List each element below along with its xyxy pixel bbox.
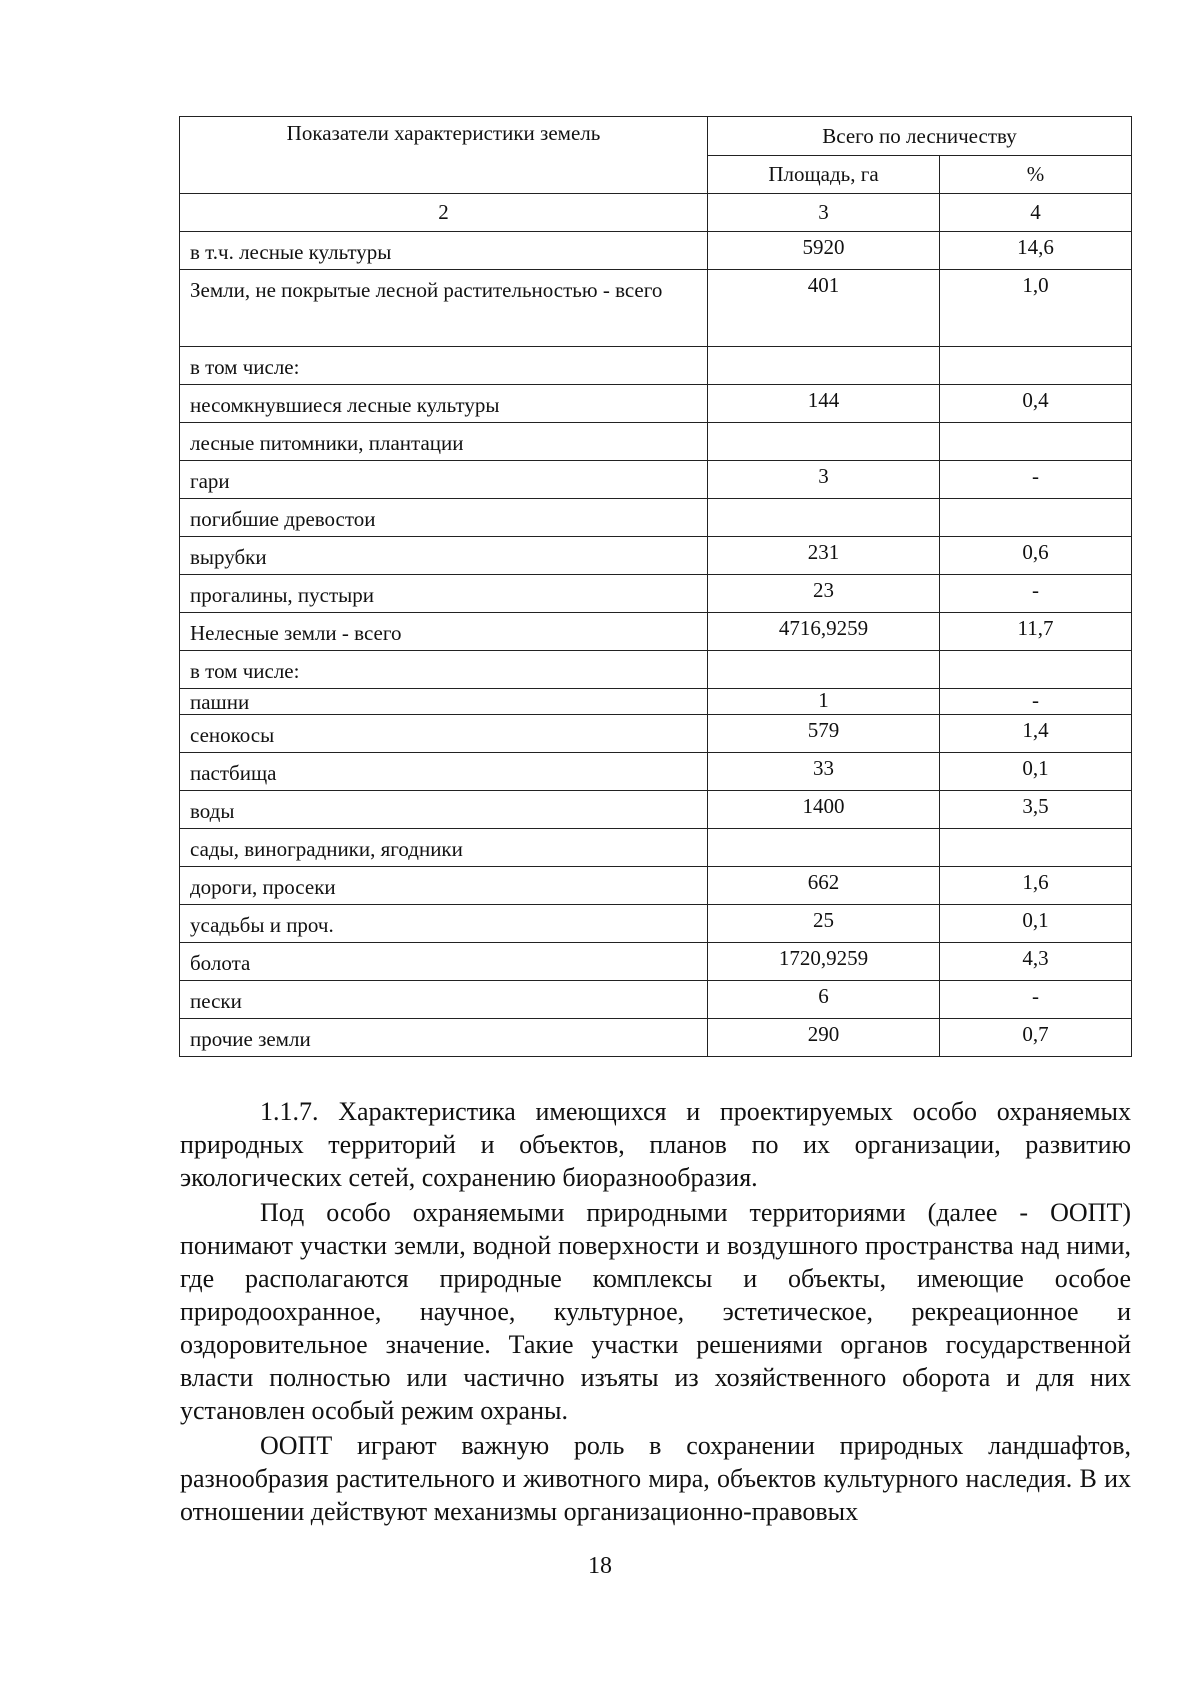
table-row [180,575,1132,613]
row-percent: 0,4 [940,385,1132,423]
row-label: вырубки [180,537,708,575]
row-area: 6 [708,981,940,1019]
paragraph: ООПТ играют важную роль в сохранении природных ландшафтов, разнообразия растительного и животного мира, объектов культурного наследия. В их отношении действуют механизмы организационно-правовых [180,1431,1131,1526]
row-percent [940,499,1132,537]
row-percent: 11,7 [940,613,1132,651]
row-area: 144 [708,385,940,423]
row-percent: 1,6 [940,867,1132,905]
row-percent [940,651,1132,689]
section-heading: 1.1.7. Характеристика имеющихся и проектируемых особо охраняемых природных территорий и объектов, планов по их организации, развитию экологических сетей, сохранению биоразнообразия. [180,1097,1131,1192]
row-label: Земли, не покрытые лесной растительностью - всего [180,270,708,347]
row-percent: 3,5 [940,791,1132,829]
row-percent: 1,0 [940,270,1132,347]
header-indicator: Показатели характеристики земель [180,117,708,194]
column-number-4: 4 [940,194,1132,232]
land-characteristics-table [179,116,1132,1057]
row-percent: - [940,461,1132,499]
row-area [708,499,940,537]
table-row [180,651,1132,689]
row-percent: 4,3 [940,943,1132,981]
table-row [180,981,1132,1019]
row-label: погибшие древостои [180,499,708,537]
row-label: в т.ч. лесные культуры [180,232,708,270]
row-percent [940,829,1132,867]
row-area: 1400 [708,791,940,829]
row-area: 5920 [708,232,940,270]
row-label: пастбища [180,753,708,791]
row-percent: 1,4 [940,715,1132,753]
column-number-2: 2 [180,194,708,232]
column-number-3: 3 [708,194,940,232]
row-percent: - [940,981,1132,1019]
row-label: воды [180,791,708,829]
row-area: 4716,9259 [708,613,940,651]
row-area: 290 [708,1019,940,1057]
row-area: 23 [708,575,940,613]
row-area: 662 [708,867,940,905]
row-percent: 0,6 [940,537,1132,575]
table-row [180,905,1132,943]
row-area: 1720,9259 [708,943,940,981]
row-label: пески [180,981,708,1019]
row-label: пашни [180,689,708,715]
row-percent: - [940,689,1132,715]
row-label: дороги, просеки [180,867,708,905]
row-area [708,651,940,689]
row-label: прогалины, пустыри [180,575,708,613]
table-row [180,347,1132,385]
paragraph: Под особо охраняемыми природными территориями (далее - ООПТ) понимают участки земли, водной поверхности и воздушного пространства над ними, где располагаются природные комплексы и объекты, имеющие особое природоохранное, научное, культурное, эстетическое, рекреационное и оздоровительное значение. Такие участки решениями органов государственной власти полностью или частично изъяты из хозяйственного оборота и для них установлен особый режим охраны. [180,1198,1131,1425]
table-row [180,715,1132,753]
row-percent: 14,6 [940,232,1132,270]
row-label: болота [180,943,708,981]
table-row [180,753,1132,791]
row-label: прочие земли [180,1019,708,1057]
row-percent: - [940,575,1132,613]
row-area: 231 [708,537,940,575]
row-label: сенокосы [180,715,708,753]
header-percent: % [940,156,1132,194]
header-group: Всего по лесничеству [708,117,1132,156]
table-row [180,1019,1132,1057]
section-text [180,1095,1131,1528]
table-row [180,943,1132,981]
row-area [708,829,940,867]
table-row [180,270,1132,347]
table-row [180,537,1132,575]
row-percent [940,423,1132,461]
row-area [708,423,940,461]
row-area: 33 [708,753,940,791]
row-label: гари [180,461,708,499]
row-label: Нелесные земли - всего [180,613,708,651]
row-area: 579 [708,715,940,753]
row-area: 1 [708,689,940,715]
row-label: в том числе: [180,347,708,385]
table-row [180,791,1132,829]
table-row [180,232,1132,270]
table-row [180,423,1132,461]
page-number: 18 [588,1553,612,1579]
row-area: 25 [708,905,940,943]
row-label: в том числе: [180,651,708,689]
table-row [180,867,1132,905]
row-area: 401 [708,270,940,347]
row-percent [940,347,1132,385]
row-area: 3 [708,461,940,499]
row-label: усадьбы и проч. [180,905,708,943]
table-row [180,385,1132,423]
table-row [180,499,1132,537]
row-label: сады, виноградники, ягодники [180,829,708,867]
table-row [180,613,1132,651]
row-label: несомкнувшиеся лесные культуры [180,385,708,423]
row-area [708,347,940,385]
row-label: лесные питомники, плантации [180,423,708,461]
row-percent: 0,1 [940,905,1132,943]
table-row [180,829,1132,867]
row-percent: 0,1 [940,753,1132,791]
table-row [180,461,1132,499]
header-area: Площадь, га [708,156,940,194]
row-percent: 0,7 [940,1019,1132,1057]
table-row [180,689,1132,715]
